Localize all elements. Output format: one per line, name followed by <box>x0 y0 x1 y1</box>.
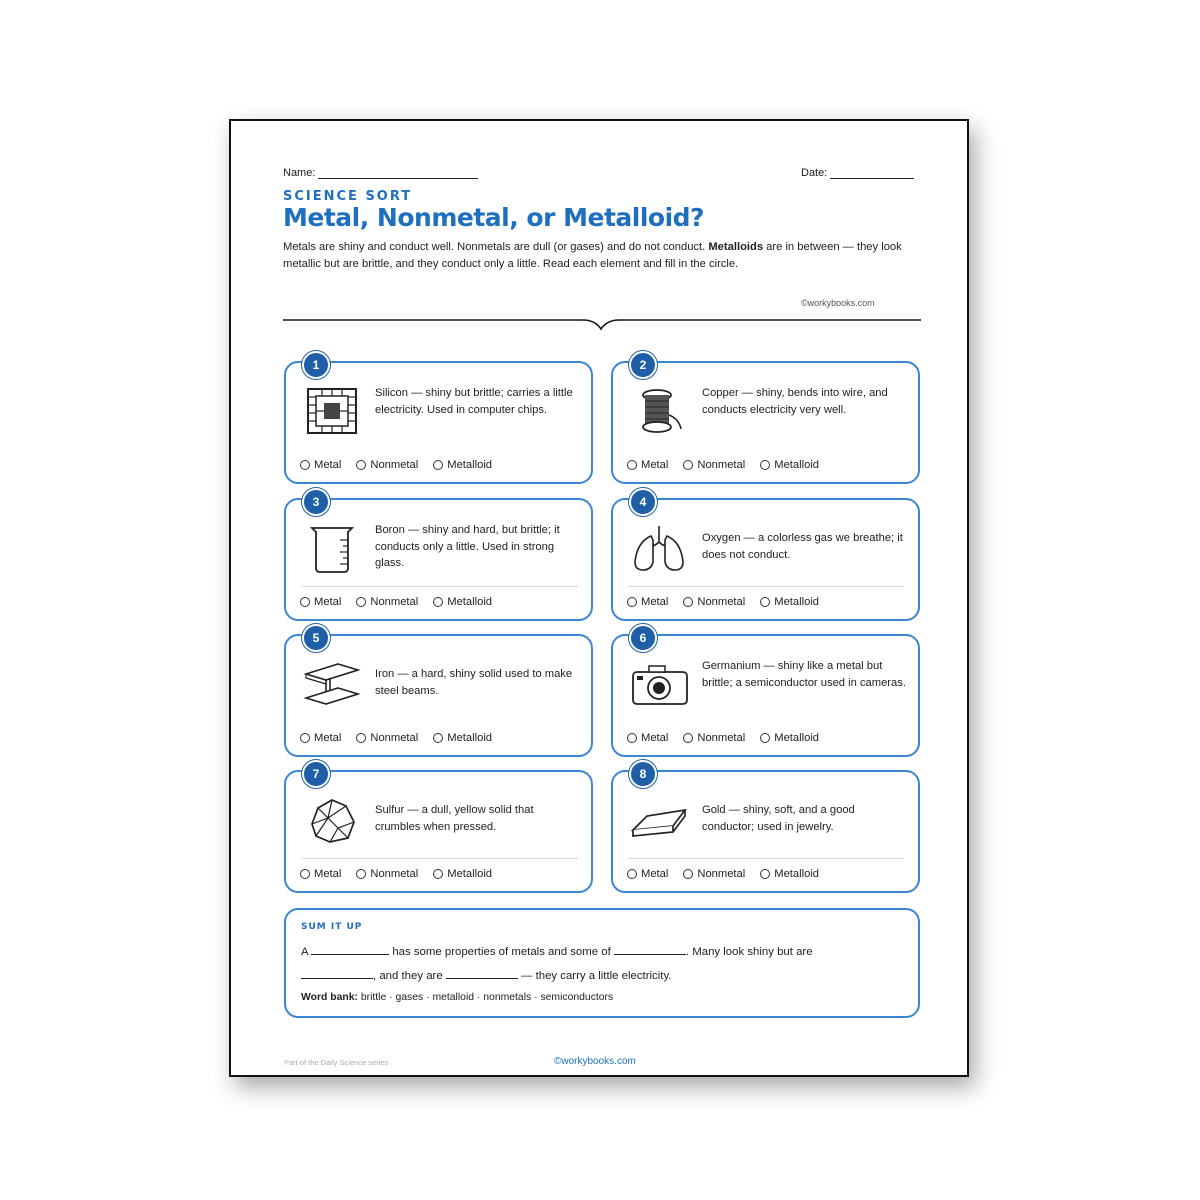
option-metal[interactable]: Metal <box>627 732 668 744</box>
element-card <box>284 495 593 621</box>
option-metalloid[interactable]: Metalloid <box>760 732 819 744</box>
summary-text: A has some properties of metals and some of . Many look shiny but are , and they are — they carry a little electricity. <box>301 940 907 988</box>
option-nonmetal[interactable]: Nonmetal <box>683 732 745 744</box>
card-description: Iron — a hard, shiny solid used to make steel beams. <box>375 668 573 697</box>
option-metal[interactable]: Metal <box>627 596 668 608</box>
element-card <box>284 767 593 893</box>
card-number-badge: 5 <box>302 624 330 652</box>
worksheet-page <box>229 119 969 1077</box>
intro-text: Metals are shiny and conduct well. Nonmetals are dull (or gases) and do not conduct. Metalloids are in between — they look metallic but are brittle, and they conduct only a little. Read each element and fill in the circle. <box>283 241 902 270</box>
answer-options <box>627 868 834 880</box>
option-nonmetal[interactable]: Nonmetal <box>683 596 745 608</box>
card-number-badge: 4 <box>629 488 657 516</box>
card-number-badge: 7 <box>302 760 330 788</box>
name-label: Name: <box>283 167 316 179</box>
blank-1[interactable] <box>311 942 389 955</box>
steel-beam-icon <box>302 658 362 710</box>
copyright-text: ©workybooks.com <box>801 298 875 308</box>
answer-options <box>627 459 834 471</box>
element-card <box>284 358 593 484</box>
option-nonmetal[interactable]: Nonmetal <box>356 596 418 608</box>
option-nonmetal[interactable]: Nonmetal <box>683 868 745 880</box>
option-metalloid[interactable]: Metalloid <box>760 459 819 471</box>
word-bank-label: Word bank: <box>301 992 358 1003</box>
word-bank <box>301 992 613 1003</box>
answer-options <box>300 868 507 880</box>
option-metalloid[interactable]: Metalloid <box>433 868 492 880</box>
option-nonmetal[interactable]: Nonmetal <box>356 459 418 471</box>
summary-heading: SUM IT UP <box>301 922 363 932</box>
footer-site-link[interactable]: ©workybooks.com <box>554 1056 636 1067</box>
option-metalloid[interactable]: Metalloid <box>433 459 492 471</box>
date-field <box>801 167 914 179</box>
option-metalloid[interactable]: Metalloid <box>760 596 819 608</box>
option-metal[interactable]: Metal <box>300 868 341 880</box>
option-metal[interactable]: Metal <box>300 596 341 608</box>
card-description: Silicon — shiny but brittle; carries a little electricity. Used in computer chips. <box>375 387 573 416</box>
lungs-icon <box>629 522 689 574</box>
option-metal[interactable]: Metal <box>300 459 341 471</box>
divider <box>629 858 904 859</box>
eyebrow-label: SCIENCE SORT <box>283 189 413 204</box>
wire-spool-icon <box>629 385 689 437</box>
option-metal[interactable]: Metal <box>627 459 668 471</box>
card-number-badge: 6 <box>629 624 657 652</box>
option-metalloid[interactable]: Metalloid <box>760 868 819 880</box>
microchip-icon <box>302 385 362 437</box>
card-description: Gold — shiny, soft, and a good conductor; used in jewelry. <box>702 804 855 833</box>
card-number-badge: 3 <box>302 488 330 516</box>
card-description: Copper — shiny, bends into wire, and conducts electricity very well. <box>702 387 888 416</box>
page-title: Metal, Nonmetal, or Metalloid? <box>283 203 705 232</box>
divider <box>283 315 921 333</box>
option-metalloid[interactable]: Metalloid <box>433 596 492 608</box>
element-card <box>611 631 920 757</box>
gold-bar-icon <box>629 794 689 846</box>
card-description: Sulfur — a dull, yellow solid that crumbles when pressed. <box>375 804 534 833</box>
option-metalloid[interactable]: Metalloid <box>433 732 492 744</box>
divider <box>629 586 904 587</box>
option-nonmetal[interactable]: Nonmetal <box>683 459 745 471</box>
intro-bold-term: Metalloids <box>708 241 764 253</box>
answer-options <box>627 596 834 608</box>
card-number-badge: 8 <box>629 760 657 788</box>
element-card <box>611 495 920 621</box>
footer-series: Part of the Daily Science series <box>284 1058 389 1067</box>
date-line[interactable] <box>830 168 914 179</box>
card-number-badge: 1 <box>302 351 330 379</box>
divider <box>302 858 577 859</box>
card-number-badge: 2 <box>629 351 657 379</box>
blank-3[interactable] <box>301 966 373 979</box>
option-nonmetal[interactable]: Nonmetal <box>356 732 418 744</box>
summary-box <box>284 908 920 1018</box>
name-line[interactable] <box>318 168 478 179</box>
element-card <box>284 631 593 757</box>
beaker-icon <box>302 522 362 574</box>
option-metal[interactable]: Metal <box>627 868 668 880</box>
option-metal[interactable]: Metal <box>300 732 341 744</box>
date-label: Date: <box>801 167 828 179</box>
answer-options <box>300 459 507 471</box>
divider <box>302 586 577 587</box>
card-description: Oxygen — a colorless gas we breathe; it does not conduct. <box>702 532 903 561</box>
camera-icon <box>629 658 689 710</box>
option-nonmetal[interactable]: Nonmetal <box>356 868 418 880</box>
answer-options <box>627 732 834 744</box>
word-bank-words: brittle · gases · metalloid · nonmetals · semiconductors <box>360 992 614 1003</box>
card-description: Boron — shiny and hard, but brittle; it conducts only a little. Used in strong glass. <box>375 524 560 569</box>
card-description: Germanium — shiny like a metal but brittle; a semiconductor used in cameras. <box>702 660 906 689</box>
rock-crystal-icon <box>302 794 362 846</box>
name-field <box>283 167 478 179</box>
answer-options <box>300 596 507 608</box>
answer-options <box>300 732 507 744</box>
element-card <box>611 358 920 484</box>
blank-4[interactable] <box>446 966 518 979</box>
blank-2[interactable] <box>614 942 686 955</box>
element-card <box>611 767 920 893</box>
